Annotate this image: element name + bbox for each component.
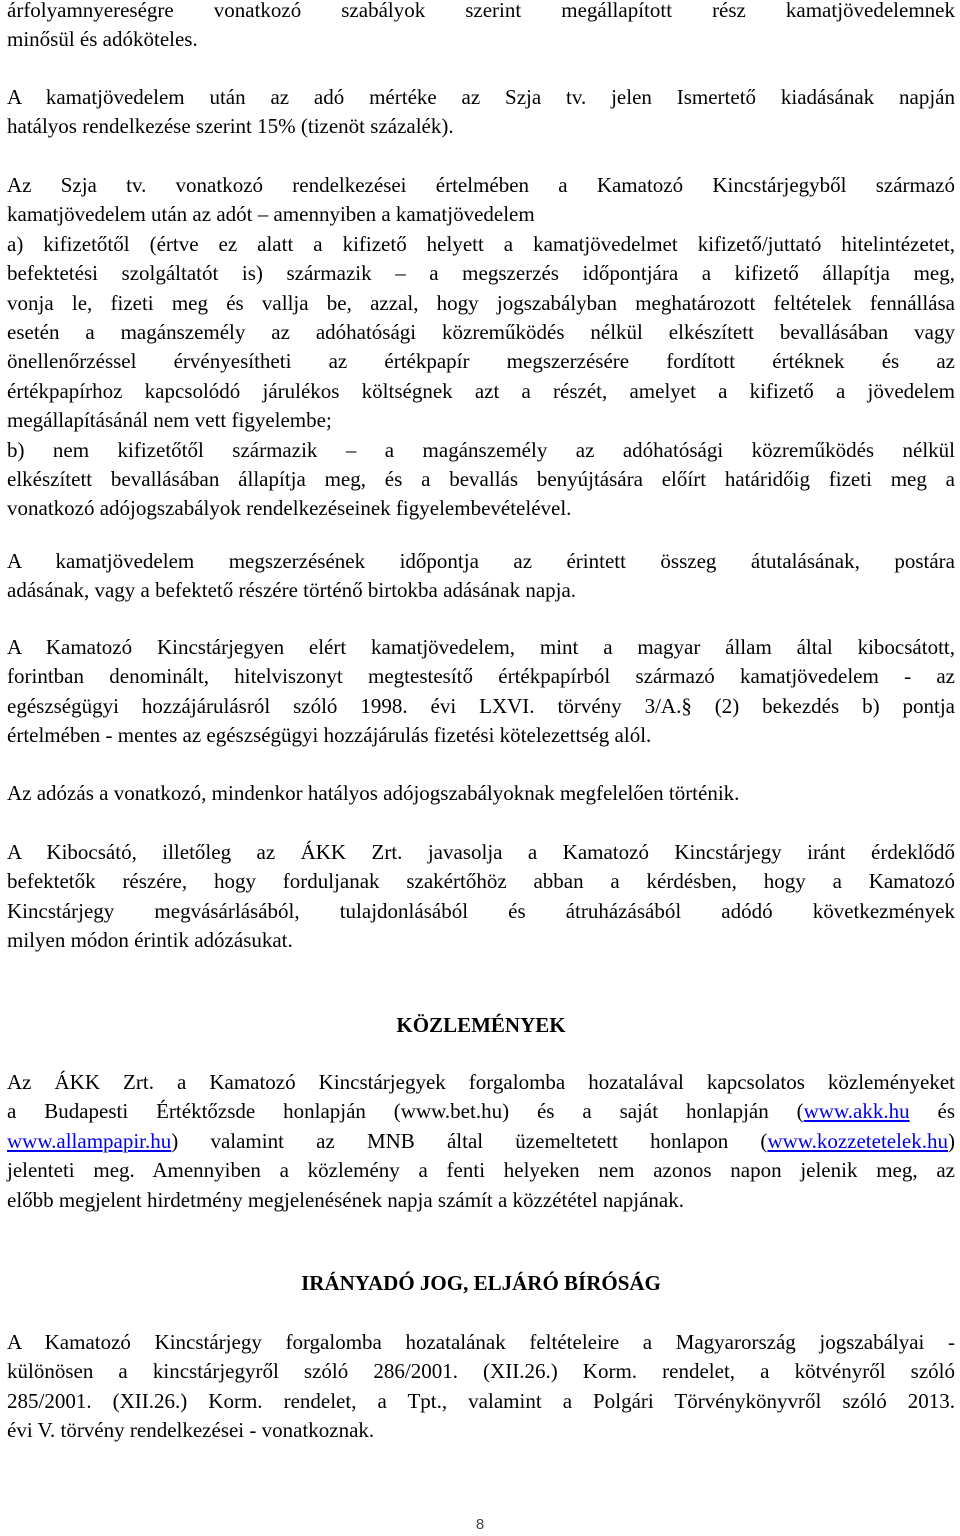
paragraph-taxation bbox=[7, 779, 955, 808]
text-line: befektetési szolgáltatót is) származik – a megszerzés időpontjára a kifizető állapítja meg, bbox=[7, 261, 955, 286]
text-line bbox=[7, 1097, 955, 1126]
text-line bbox=[7, 1127, 955, 1156]
paragraph-tax-rate bbox=[7, 83, 955, 142]
text-line: adásának, vagy a befektető részére történő birtokba adásának napja. bbox=[7, 578, 577, 603]
text-line: A kamatjövedelem után az adó mértéke az Szja tv. jelen Ismertető kiadásának napján bbox=[7, 85, 955, 109]
text-fragment: ) bbox=[948, 1128, 955, 1153]
text-line: A Kamatozó Kincstárjegy forgalomba hozatalának feltételeire a Magyarország jogszabályai - bbox=[7, 1330, 955, 1354]
text-line: Az adózás a vonatkozó, mindenkor hatályos adójogszabályoknak megfelelően történik. bbox=[7, 781, 740, 805]
paragraph-acquisition-date bbox=[7, 547, 955, 606]
text-line: kamatjövedelem után az adót – amennyiben a kamatjövedelem bbox=[7, 202, 535, 227]
text-line: hatályos rendelkezése szerint 15% (tizenöt százalék). bbox=[7, 114, 454, 139]
paragraph-szja-rules bbox=[7, 171, 955, 524]
text-line: árfolyamnyereségre vonatkozó szabályok szerint megállapított rész kamatjövedelemnek bbox=[7, 0, 955, 22]
paragraph-advice bbox=[7, 838, 955, 956]
paragraph-tax-continuation bbox=[7, 0, 955, 55]
text-line: vonatkozó adójogszabályok rendelkezéseinek figyelembevételével. bbox=[7, 496, 572, 521]
section-heading-governing-law: IRÁNYADÓ JOG, ELJÁRÓ BÍRÓSÁG bbox=[301, 1271, 661, 1295]
text-line: egészségügyi hozzájárulásról szóló 1998. évi LXVI. törvény 3/A.§ (2) bekezdés b) pontja bbox=[7, 693, 955, 718]
text-line: önellenőrzéssel érvényesítheti az értékpapír megszerzésére fordított értéknek és az bbox=[7, 349, 955, 374]
text-line: 285/2001. (XII.26.) Korm. rendelet, a Tpt., valamint a Polgári Törvénykönyvről szóló 2013. bbox=[7, 1388, 955, 1413]
akk-link[interactable]: www.akk.hu bbox=[803, 1099, 910, 1124]
text-line: évi V. törvény rendelkezései - vonatkoznak. bbox=[7, 1418, 375, 1443]
text-line: Az ÁKK Zrt. a Kamatozó Kincstárjegyek forgalomba hozatalával kapcsolatos közleményeket bbox=[7, 1070, 955, 1094]
kozzetetelek-link[interactable]: www.kozzetetelek.hu bbox=[767, 1128, 948, 1153]
text-fragment: a Budapesti Értéktőzsde honlapján (www.bet.hu) és a saját honlapján ( bbox=[7, 1099, 804, 1124]
text-line: forintban denominált, hitelviszonyt megtestesítő értékpapírból származó kamatjövedelem - az bbox=[7, 664, 955, 689]
text-line: A Kamatozó Kincstárjegyen elért kamatjövedelem, mint a magyar állam által kibocsátott, bbox=[7, 635, 955, 659]
text-line: előbb megjelent hirdetmény megjelenésének napja számít a közzététel napjának. bbox=[7, 1187, 684, 1212]
allampapir-link[interactable]: www.allampapir.hu bbox=[7, 1128, 172, 1153]
text-line: b) nem kifizetőtől származik – a magánszemély az adóhatósági közreműködés nélkül bbox=[7, 437, 955, 462]
text-line: vonja le, fizeti meg és vallja be, azzal, hogy jogszabályban meghatározott feltételek fennállása bbox=[7, 290, 955, 315]
paragraph-governing-law bbox=[7, 1328, 955, 1446]
text-fragment: ) valamint az MNB által üzemeltetett honlapon ( bbox=[171, 1128, 768, 1153]
text-line: A Kibocsátó, illetőleg az ÁKK Zrt. javasolja a Kamatozó Kincstárjegy iránt érdeklődő bbox=[7, 840, 955, 864]
text-line: befektetők részére, hogy forduljanak szakértőhöz abban a kérdésben, hogy a Kamatozó bbox=[7, 869, 955, 894]
text-line: értékpapírhoz kapcsolódó járulékos költségnek azt a részét, amelyet a kifizető a jövedelem bbox=[7, 378, 955, 403]
section-heading-announcements: KÖZLEMÉNYEK bbox=[396, 1013, 566, 1037]
page-number: 8 bbox=[475, 1516, 485, 1533]
text-line: elkészített bevallásában állapítja meg, és a bevallás benyújtására előírt határidőig fizeti meg a bbox=[7, 467, 955, 492]
text-line: értelmében - mentes az egészségügyi hozzájárulás fizetési kötelezettség alól. bbox=[7, 723, 652, 748]
text-line: különösen a kincstárjegyről szóló 286/2001. (XII.26.) Korm. rendelet, a kötvényről szóló bbox=[7, 1359, 955, 1384]
text-line: A kamatjövedelem megszerzésének időpontja az érintett összeg átutalásának, postára bbox=[7, 549, 955, 573]
text-fragment: és bbox=[909, 1099, 955, 1124]
text-line: Kincstárjegy megvásárlásából, tulajdonlásából és átruházásából adódó következmények bbox=[7, 898, 955, 923]
paragraph-health-contribution bbox=[7, 633, 955, 751]
text-line: Az Szja tv. vonatkozó rendelkezései értelmében a Kamatozó Kincstárjegyből származó bbox=[7, 173, 955, 197]
text-line: milyen módon érintik adózásukat. bbox=[7, 928, 293, 953]
text-line: minősül és adóköteles. bbox=[7, 27, 198, 52]
text-line: jelenteti meg. Amennyiben a közlemény a fenti helyeken nem azonos napon jelenik meg, az bbox=[7, 1158, 955, 1183]
text-line: megállapításánál nem vett figyelembe; bbox=[7, 408, 332, 433]
text-line: a) kifizetőtől (értve ez alatt a kifizető helyett a kamatjövedelmet kifizető/juttató hitelintézetet, bbox=[7, 231, 955, 256]
text-line: esetén a magánszemély az adóhatósági közreműködés nélkül elkészített bevallásában vagy bbox=[7, 320, 955, 345]
paragraph-announcements bbox=[7, 1068, 955, 1215]
